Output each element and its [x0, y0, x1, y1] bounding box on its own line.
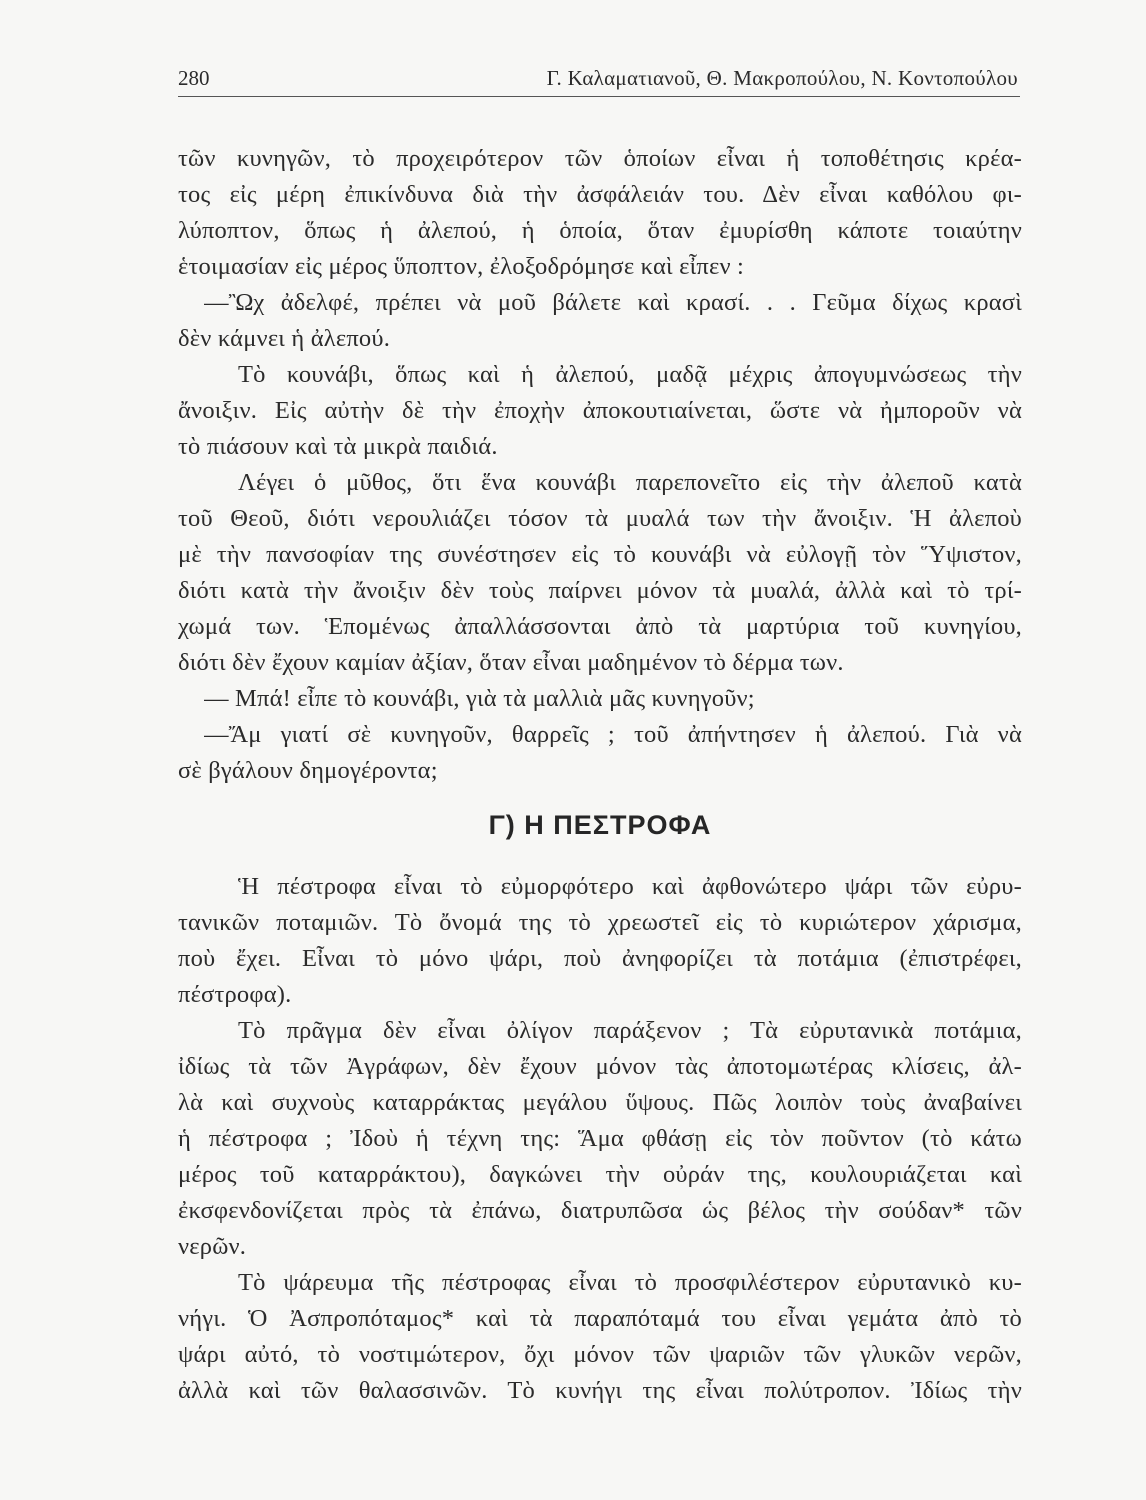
text-line: ἡ πέστροφα ; Ἰδοὺ ἡ τέχνη της: Ἅμα φθάσῃ εἰς τὸν ποῦντον (τὸ κάτω	[178, 1125, 1022, 1152]
text-line: ψάρι αὐτό, τὸ νοστιμώτερον, ὄχι μόνον τῶν ψαριῶν τῶν γλυκῶν νερῶν,	[178, 1341, 1022, 1368]
text-line: τανικῶν ποταμιῶν. Τὸ ὄνομά της τὸ χρεωστεῖ εἰς τὸ κυριώτερον χάρισμα,	[178, 909, 1022, 936]
text-line: ἰδίως τὰ τῶν Ἀγράφων, δὲν ἔχουν μόνον τὰς ἀποτομωτέρας κλίσεις, ἀλ-	[178, 1053, 1022, 1080]
text-line: τος εἰς μέρη ἐπικίνδυνα διὰ τὴν ἀσφάλειάν του. Δὲν εἶναι καθόλου φι-	[178, 181, 1022, 208]
text-line: μέρος τοῦ καταρράκτου), δαγκώνει τὴν οὐράν της, κουλουριάζεται καὶ	[178, 1161, 1022, 1188]
text-line: Τὸ κουνάβι, ὅπως καὶ ἡ ἀλεπού, μαδᾷ μέχρις ἀπογυμνώσεως τὴν	[238, 361, 1022, 388]
text-line: τοῦ Θεοῦ, διότι νερουλιάζει τόσον τὰ μυαλά των τὴν ἄνοιξιν. Ἡ ἀλεποὺ	[178, 505, 1022, 532]
text-line: Τὸ πρᾶγμα δὲν εἶναι ὀλίγον παράξενον ; Τὰ εὐρυτανικὰ ποτάμια,	[238, 1017, 1022, 1044]
text-line: Τὸ ψάρευμα τῆς πέστροφας εἶναι τὸ προσφιλέστερον εὐρυτανικὸ κυ-	[238, 1269, 1022, 1296]
text-line: λὰ καὶ συχνοὺς καταρράκτας μεγάλου ὕψους. Πῶς λοιπὸν τοὺς ἀναβαίνει	[178, 1089, 1022, 1116]
text-line: πέστροφα).	[178, 981, 292, 1008]
text-line: δὲν κάμνει ἡ ἀλεπού.	[178, 325, 391, 352]
text-line: μὲ τὴν πανσοφίαν της συνέστησεν εἰς τὸ κουνάβι νὰ εὐλογῇ τὸν Ὕψιστον,	[178, 541, 1022, 568]
text-line: ἐκσφενδονίζεται πρὸς τὰ ἐπάνω, διατρυπῶσα ὡς βέλος τὴν σούδαν* τῶν	[178, 1197, 1022, 1224]
text-line: σὲ βγάλουν δημογέροντα;	[178, 757, 438, 784]
page-number: 280	[178, 66, 210, 90]
text-line: ἀλλὰ καὶ τῶν θαλασσινῶν. Τὸ κυνήγι της εἶναι πολύτροπον. Ἰδίως τὴν	[178, 1377, 1022, 1404]
running-title: Γ. Καλαματιανοῦ, Θ. Μακροπούλου, Ν. Κοντοπούλου	[546, 66, 1018, 90]
text-line: ἄνοιξιν. Εἰς αὐτὴν δὲ τὴν ἐποχὴν ἀποκουτιαίνεται, ὥστε νὰ ἠμποροῦν νὰ	[178, 397, 1022, 424]
text-line: νήγι. Ὁ Ἀσπροπόταμος* καὶ τὰ παραπόταμά του εἶναι γεμάτα ἀπὸ τὸ	[178, 1305, 1022, 1332]
text-line: λύποπτον, ὅπως ἡ ἀλεπού, ἡ ὁποία, ὅταν ἐμυρίσθη κάποτε τοιαύτην	[178, 217, 1022, 244]
text-line: Ἡ πέστροφα εἶναι τὸ εὐμορφότερο καὶ ἀφθονώτερο ψάρι τῶν εὐρυ-	[238, 873, 1022, 900]
text-line: Λέγει ὁ μῦθος, ὅτι ἕνα κουνάβι παρεπονεῖτο εἰς τὴν ἀλεποῦ κατὰ	[238, 469, 1022, 496]
text-line: ἑτοιμασίαν εἰς μέρος ὕποπτον, ἐλοξοδρόμησε καὶ εἶπεν :	[178, 253, 745, 280]
section-heading: Γ) Η ΠΕΣΤΡΟΦΑ	[488, 810, 712, 840]
text-line: διότι κατὰ τὴν ἄνοιξιν δὲν τοὺς παίρνει μόνον τὰ μυαλά, ἀλλὰ καὶ τὸ τρί-	[178, 577, 1022, 604]
text-line: τῶν κυνηγῶν, τὸ προχειρότερον τῶν ὁποίων εἶναι ἡ τοποθέτησις κρέα-	[178, 145, 1022, 172]
text-line: —Ἄμ γιατί σὲ κυνηγοῦν, θαρρεῖς ; τοῦ ἀπήντησεν ἡ ἀλεπού. Γιὰ νὰ	[204, 721, 1022, 748]
text-line: διότι δὲν ἔχουν καμίαν ἀξίαν, ὅταν εἶναι μαδημένον τὸ δέρμα των.	[178, 649, 844, 676]
text-line: —Ὢχ ἀδελφέ, πρέπει νὰ μοῦ βάλετε καὶ κρασί. . . Γεῦμα δίχως κρασὶ	[204, 289, 1022, 316]
text-line: ποὺ ἔχει. Εἶναι τὸ μόνο ψάρι, ποὺ ἀνηφορίζει τὰ ποτάμια (ἐπιστρέφει,	[178, 945, 1022, 972]
text-line: χωμά των. Ἑπομένως ἀπαλλάσσονται ἀπὸ τὰ μαρτύρια τοῦ κυνηγίου,	[178, 613, 1022, 640]
text-line: — Μπά! εἶπε τὸ κουνάβι, γιὰ τὰ μαλλιὰ μᾶς κυνηγοῦν;	[204, 685, 755, 712]
text-line: νερῶν.	[178, 1233, 247, 1260]
running-head	[178, 62, 1020, 97]
text-line: τὸ πιάσουν καὶ τὰ μικρὰ παιδιά.	[178, 433, 498, 460]
